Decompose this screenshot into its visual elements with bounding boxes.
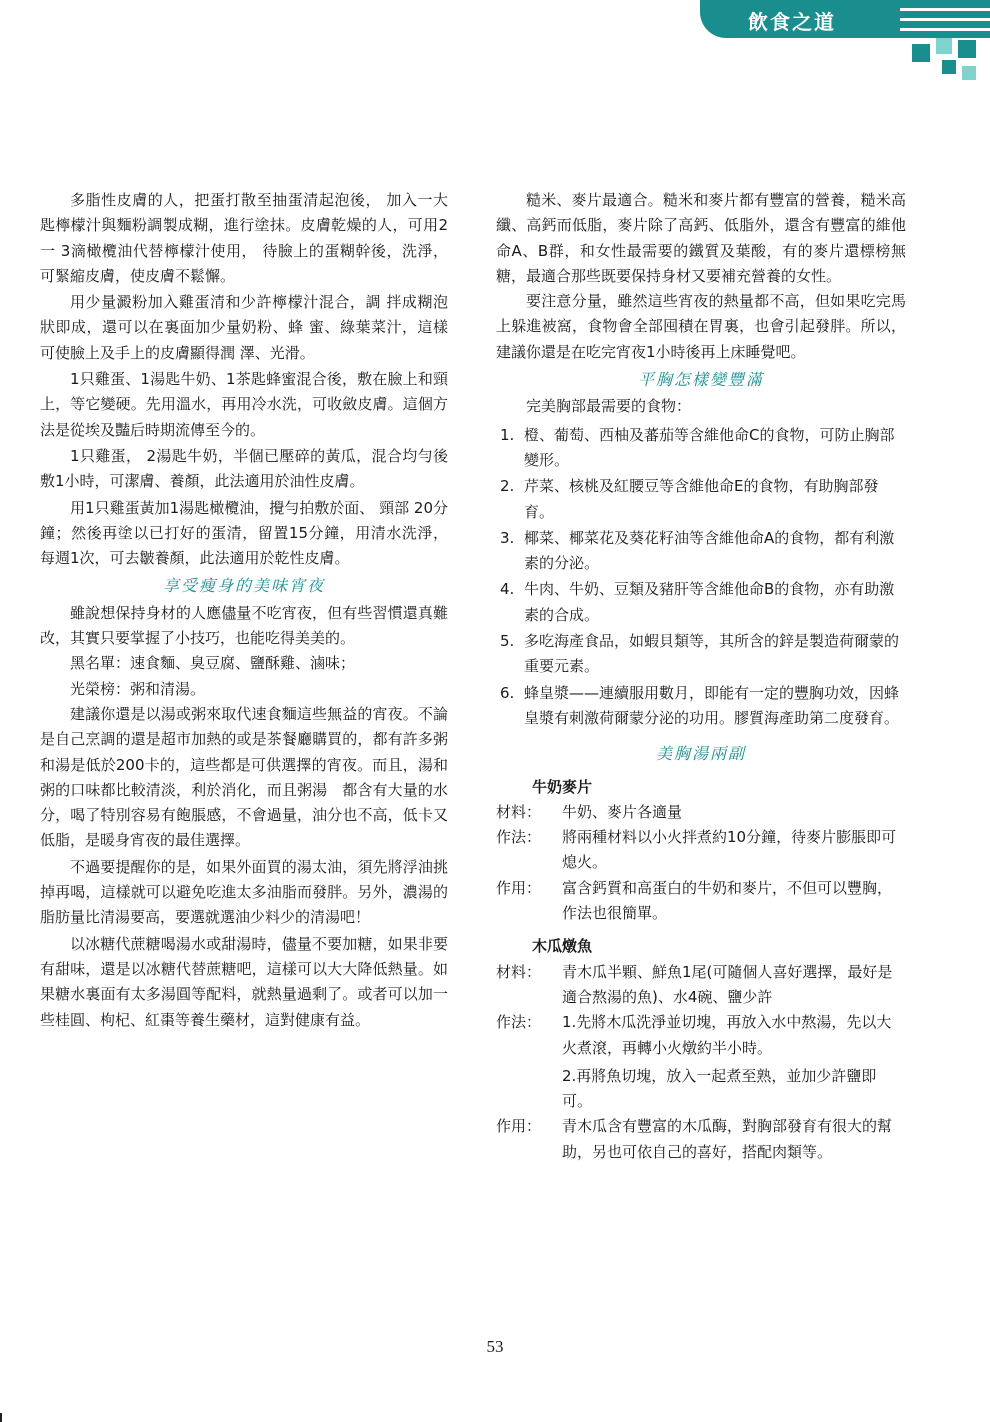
recipe-method: 作法： 將兩種材料以小火拌煮約10分鐘，待麥片膨脹即可熄火。 (496, 828, 897, 872)
tab-stripe (900, 18, 990, 21)
decor-square (912, 44, 930, 62)
decor-square (942, 60, 956, 74)
right-column (496, 188, 906, 1165)
recipe-effect: 作用： 富含鈣質和高蛋白的牛奶和麥片，不但可以豐胸，作法也很簡單。 (496, 878, 893, 923)
decor-square (962, 66, 976, 80)
section-heading: 美胸湯兩副 (655, 744, 746, 764)
list-item: 6. 蜂皇漿——連續服用數月，即能有一定的豐胸功效，因蜂皇漿有刺激荷爾蒙分泌的功用。膠質海產助第二度發育。 (500, 683, 900, 727)
section-heading: 享受瘦身的美味宵夜 (162, 576, 325, 596)
paragraph: 建議你還是以湯或粥來取代速食麵這些無益的宵夜。不論是自己烹調的還是超市加熱的或是茶餐廳購買的，都有許多粥和湯是低於200卡的，這些都是可供選擇的宵夜。而且，湯和粥的口味都比較清淡，利於消化，而且粥湯 都含有大量的水分，喝了特別容易有飽脹感，不會過量，油分也不高，低卡又低脂，是暖身宵夜的最佳選擇。 (40, 704, 448, 850)
list-item: 2. 芹菜、核桃及紅腰豆等含維他命E的食物，有助胸部發育。 (500, 477, 879, 521)
list-intro: 完美胸部最需要的食物： (526, 397, 692, 416)
section-heading: 平胸怎樣變豐滿 (637, 370, 764, 390)
page-number: 53 (486, 1337, 504, 1356)
tab-stripe (900, 28, 990, 31)
left-column (40, 188, 448, 1033)
list-item: 4. 牛肉、牛奶、豆類及豬肝等含維他命B的食物，亦有助激素的合成。 (500, 580, 895, 624)
paragraph: 糙米、麥片最適合。糙米和麥片都有豐富的營養，糙米高纖、高鈣而低脂，麥片除了高鈣、低脂外，還含有豐富的維他命A、B群，和女性最需要的鐵質及葉酸，有的麥片還標榜無糖，最適合那些既要保持身材又要補充營養的女性。 (496, 191, 906, 285)
recipe-effect: 作用： 青木瓜含有豐富的木瓜酶，對胸部發育有很大的幫助，另也可依自己的喜好，搭配肉類等。 (496, 1117, 893, 1161)
recipe-ingredients: 材料： 青木瓜半顆、鮮魚1尾(可隨個人喜好選擇，最好是適合熬湯的魚)、水4碗、鹽少許 (496, 962, 893, 1006)
paragraph: 不過要提醒你的是，如果外面買的湯太油，須先將浮油挑掉再喝，這樣就可以避免吃進太多油脂而發胖。另外，濃湯的脂肪量比清湯要高，要選就選油少料少的清湯吧！ (40, 857, 448, 927)
edge-mark (0, 1413, 2, 1422)
paragraph: 以冰糖代蔗糖喝湯水或甜湯時，儘量不要加糖，如果非要有甜味，還是以冰糖代替蔗糖吧，這樣可以大大降低熱量。如果糖水裏面有太多湯圓等配料，就熱量過剩了。或者可以加一些桂圓、枸杞、紅棗等養生藥材，這對健康有益。 (40, 934, 448, 1029)
decor-square (958, 40, 976, 58)
list-item: 1. 橙、葡萄、西柚及蕃茄等含維他命C的食物，可防止胸部變形。 (500, 425, 895, 469)
recipe-title: 木瓜燉魚 (532, 937, 593, 956)
blacklist-line: 黑名單：速食麵、臭豆腐、鹽酥雞、滷味； (70, 654, 356, 673)
paragraph: 用1只雞蛋黃加1湯匙橄欖油，攪勻拍敷於面、 頸部 20分鐘；然後再塗以已打好的蛋清，留置15分鐘，用清水洗淨，每週1次，可去皺養顏，此法適用於乾性皮膚。 (40, 498, 448, 568)
recipe-ingredients: 材料： 牛奶、麥片各適量 (496, 802, 683, 821)
recipe-method: 作法： 1.先將木瓜洗淨並切塊，再放入水中熬湯，先以大火煮滾，再轉小火燉約半小時。 2.再將魚切塊，放入一起煮至熟，並加少許鹽即可。 (496, 1013, 892, 1111)
paragraph: 要注意分量，雖然這些宵夜的熱量都不高，但如果吃完馬上躲進被窩，食物會全部囤積在胃裏，也會引起發胖。所以，建議你還是在吃完宵夜1小時後再上床睡覺吧。 (496, 292, 906, 361)
paragraph: 用少量澱粉加入雞蛋清和少許檸檬汁混合，調 拌成糊泡狀即成，還可以在裏面加少量奶粉、蜂 蜜、綠葉菜汁，這樣可使臉上及手上的皮膚顯得潤 澤、光滑。 (40, 293, 448, 362)
list-item: 3. 椰菜、椰菜花及葵花籽油等含維他命A的食物，都有利激素的分泌。 (500, 528, 895, 573)
section-title: 飲食之道 (748, 10, 836, 34)
decor-square (936, 38, 952, 54)
list-item: 5. 多吃海產食品，如蝦貝類等，其所含的鋅是製造荷爾蒙的重要元素。 (500, 632, 900, 676)
tab-stripe (900, 8, 990, 11)
food-list (496, 423, 906, 732)
honor-list-line: 光榮榜：粥和清湯。 (70, 679, 206, 698)
paragraph: 1只雞蛋， 2湯匙牛奶，半個已壓碎的黃瓜，混合均勻後敷1小時，可潔膚、養顏，此法適用於油性皮膚。 (40, 446, 448, 491)
recipe-title: 牛奶麥片 (532, 777, 593, 796)
paragraph: 1只雞蛋、1湯匙牛奶、1茶匙蜂蜜混合後，敷在臉上和頸上，等它變硬。先用溫水，再用冷水洗，可收斂皮膚。這個方法是從埃及豔后時期流傳至今的。 (40, 370, 448, 439)
paragraph: 雖說想保持身材的人應儘量不吃宵夜，但有些習慣還真難改，其實只要掌握了小技巧，也能吃得美美的。 (40, 603, 448, 648)
paragraph: 多脂性皮膚的人，把蛋打散至抽蛋清起泡後， 加入一大匙檸檬汁與麵粉調製成糊，進行塗抹。皮膚乾燥的人，可用2一 3滴橄欖油代替檸檬汁使用， 待臉上的蛋糊幹後，洗淨，可緊縮皮膚，使皮膚不鬆懈。 (40, 191, 448, 285)
